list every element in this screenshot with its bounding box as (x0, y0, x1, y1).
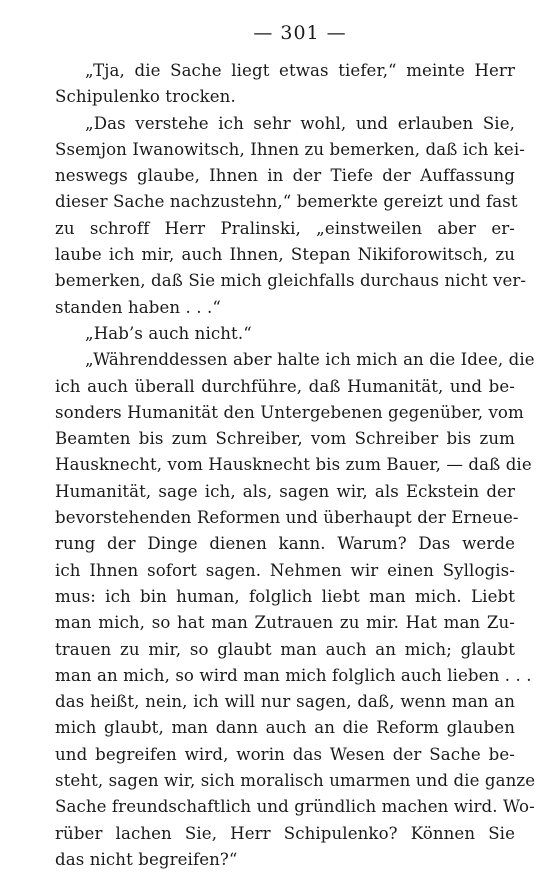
text-line: trauen zu mir, so glaubt man auch an mich; glaubt (55, 639, 515, 659)
text-line: „Hab’s auch nicht.“ (85, 323, 252, 343)
text-line: Schipulenko trocken. (55, 87, 236, 107)
text-line: das heißt, nein, ich will nur sagen, daß, wenn man an (55, 692, 515, 712)
text-line: bemerken, daß Sie mich gleichfalls durchaus nicht ver- (55, 271, 527, 291)
text-line: mich glaubt, man dann auch an die Reform glauben (55, 718, 515, 738)
text-line: man mich, so hat man Zutrauen zu mir. Hat man Zu- (55, 613, 515, 633)
paragraph-3 (55, 321, 515, 347)
text-line: Humanität, sage ich, als, sagen wir, als Eckstein der (55, 481, 515, 501)
text-line: das nicht begreifen?“ (55, 849, 238, 869)
text-line: Ssemjon Iwanowitsch, Ihnen zu bemerken, daß ich kei- (55, 139, 525, 159)
text-line: dieser Sache nachzustehn,“ bemerkte gereizt und fast (55, 192, 518, 212)
text-line: ich auch überall durchführe, daß Humanität, und be- (55, 376, 515, 396)
text-line: steht, sagen wir, sich moralisch umarmen und die ganze (55, 771, 536, 791)
text-line: „Währenddessen aber halte ich mich an die Idee, die (85, 350, 535, 370)
text-line: man an mich, so wird man mich folglich auch lieben . . . (55, 665, 532, 685)
text-line: laube ich mir, auch Ihnen, Stepan Nikiforowitsch, zu (55, 245, 515, 265)
text-line: Beamten bis zum Schreiber, vom Schreiber bis zum (55, 429, 515, 449)
text-line: und begreifen wird, worin das Wesen der Sache be- (55, 744, 515, 764)
text-line: rüber lachen Sie, Herr Schipulenko? Können Sie (55, 823, 515, 843)
text-line: neswegs glaube, Ihnen in der Tiefe der Auffassung (55, 166, 515, 186)
paragraph-2 (55, 111, 527, 321)
text-line: Hausknecht, vom Hausknecht bis zum Bauer, — daß die (55, 455, 532, 475)
text-line: Sache freundschaftlich und gründlich machen wird. Wo- (55, 797, 535, 817)
text-line: standen haben . . .“ (55, 297, 222, 317)
text-line: mus: ich bin human, folglich liebt man mich. Liebt (55, 586, 515, 606)
text-line: bevorstehenden Reformen und überhaupt der Erneue- (55, 508, 519, 528)
text-line: rung der Dinge dienen kann. Warum? Das werde (55, 534, 515, 554)
text-line: ich Ihnen sofort sagen. Nehmen wir einen Syllogis- (55, 560, 515, 580)
book-page (55, 22, 536, 873)
paragraph-1 (55, 58, 515, 111)
text-line: „Das verstehe ich sehr wohl, und erlauben Sie, (85, 113, 515, 133)
text-line: zu schroff Herr Pralinski, „einstweilen aber er- (55, 218, 515, 238)
text-line: sonders Humanität den Untergebenen gegenüber, vom (55, 402, 524, 422)
page-number: — 301 — (253, 22, 347, 44)
text-line: „Tja, die Sache liegt etwas tiefer,“ meinte Herr (85, 61, 515, 80)
paragraph-4 (55, 347, 536, 873)
